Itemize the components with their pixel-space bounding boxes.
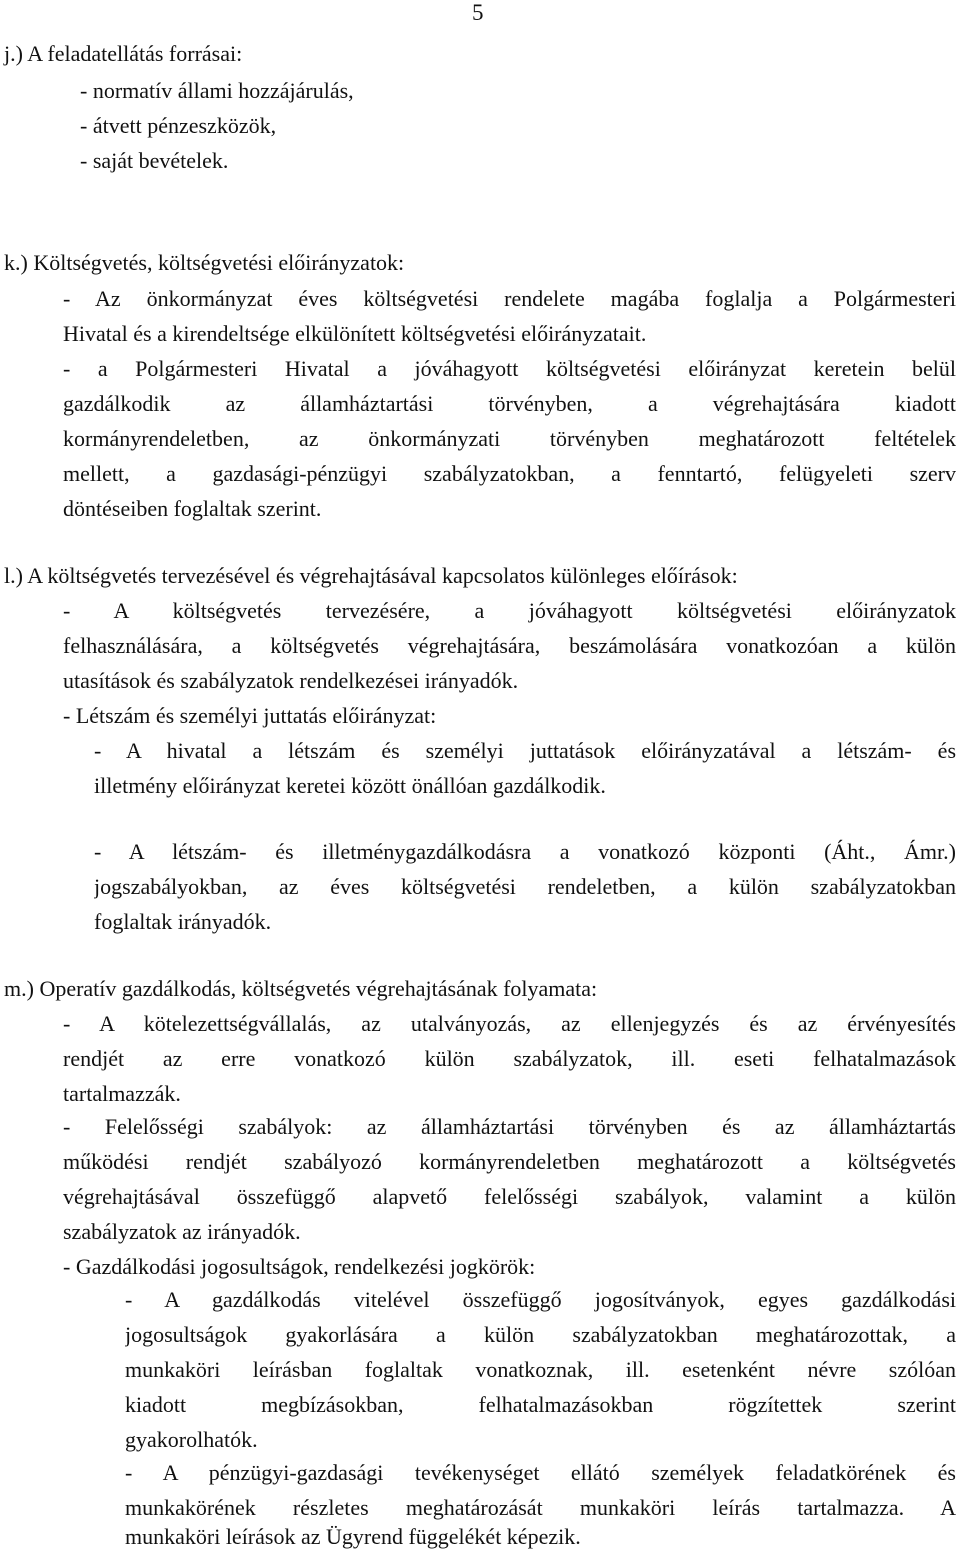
- section-m-subparagraph-line: gyakorolhatók.: [125, 1427, 258, 1452]
- section-l-subheading: - Létszám és személyi juttatás előirányzat:: [63, 703, 437, 728]
- section-l-subparagraph-line: illetmény előirányzat keretei között önállóan gazdálkodik.: [94, 773, 606, 798]
- section-k-paragraph-line: gazdálkodik az államháztartási törvényben, a végrehajtására kiadott: [63, 391, 956, 416]
- section-k-paragraph-line: Hivatal és a kirendeltsége elkülönített költségvetési előirányzatait.: [63, 321, 647, 346]
- section-m-paragraph-line: - A kötelezettségvállalás, az utalványozás, az ellenjegyzés és az érvényesítés: [63, 1011, 956, 1036]
- section-l-paragraph-line: utasítások és szabályzatok rendelkezései irányadók.: [63, 668, 519, 693]
- section-m-subheading: - Gazdálkodási jogosultságok, rendelkezési jogkörök:: [63, 1254, 536, 1279]
- section-l-subparagraph-line: jogszabályokban, az éves költségvetési rendeletben, a külön szabályzatokban: [94, 874, 956, 899]
- section-l-subparagraph-line: - A hivatal a létszám és személyi juttatások előirányzatával a létszám- és: [94, 738, 956, 763]
- section-m-paragraph-line: rendjét az erre vonatkozó külön szabályzatok, ill. eseti felhatalmazások: [63, 1046, 956, 1071]
- section-l-paragraph-line: - A költségvetés tervezésére, a jóváhagyott költségvetési előirányzatok: [63, 598, 956, 623]
- section-k-paragraph-line: kormányrendeletben, az önkormányzati törvényben meghatározott feltételek: [63, 426, 956, 451]
- section-m-paragraph-line: tartalmazzák.: [63, 1081, 181, 1106]
- section-k-paragraph-line: mellett, a gazdasági-pénzügyi szabályzatokban, a fenntartó, felügyeleti szerv: [63, 461, 956, 486]
- section-j-item: - normatív állami hozzájárulás,: [80, 78, 354, 103]
- section-l-heading: l.) A költségvetés tervezésével és végrehajtásával kapcsolatos különleges előírások:: [4, 563, 738, 588]
- section-m-subparagraph-line: - A gazdálkodás vitelével összefüggő jogosítványok, egyes gazdálkodási: [125, 1287, 956, 1312]
- section-m-subparagraph-line: jogosultságok gyakorlására a külön szabályzatokban meghatározottak, a: [125, 1322, 956, 1347]
- section-j-heading: j.) A feladatellátás forrásai:: [4, 41, 243, 66]
- section-m-subparagraph-line: munkaköri leírások az Ügyrend függelékét képezik.: [125, 1524, 581, 1549]
- page-number: 5: [472, 0, 484, 25]
- section-l-paragraph-line: felhasználására, a költségvetés végrehajtására, beszámolására vonatkozóan a külön: [63, 633, 956, 658]
- section-k-paragraph-line: - a Polgármesteri Hivatal a jóváhagyott költségvetési előirányzat keretein belül: [63, 356, 956, 381]
- section-m-paragraph-line: - Felelősségi szabályok: az államháztartási törvényben és az államháztartás: [63, 1114, 956, 1139]
- section-m-subparagraph-line: munkaköri leírásban foglaltak vonatkoznak, ill. esetenként névre szólóan: [125, 1357, 956, 1382]
- section-l-subparagraph-line: foglaltak irányadók.: [94, 909, 272, 934]
- section-l-subparagraph-line: - A létszám- és illetménygazdálkodásra a vonatkozó központi (Áht., Ámr.): [94, 839, 956, 864]
- section-j-item: - saját bevételek.: [80, 148, 229, 173]
- section-m-paragraph-line: szabályzatok az irányadók.: [63, 1219, 301, 1244]
- section-j-item: - átvett pénzeszközök,: [80, 113, 277, 138]
- section-m-subparagraph-line: kiadott megbízásokban, felhatalmazásokban rögzítettek szerint: [125, 1392, 956, 1417]
- section-m-paragraph-line: végrehajtásával összefüggő alapvető felelősségi szabályok, valamint a külön: [63, 1184, 956, 1209]
- section-k-paragraph-line: - Az önkormányzat éves költségvetési rendelete magába foglalja a Polgármesteri: [63, 286, 956, 311]
- section-k-heading: k.) Költségvetés, költségvetési előirányzatok:: [4, 250, 405, 275]
- section-m-heading: m.) Operatív gazdálkodás, költségvetés végrehajtásának folyamata:: [4, 976, 598, 1001]
- section-k-paragraph-line: döntéseiben foglaltak szerint.: [63, 496, 322, 521]
- section-m-paragraph-line: működési rendjét szabályozó kormányrendeletben meghatározott a költségvetés: [63, 1149, 956, 1174]
- section-m-subparagraph-line: - A pénzügyi-gazdasági tevékenységet ellátó személyek feladatkörének és: [125, 1460, 956, 1485]
- section-m-subparagraph-line: munkakörének részletes meghatározását munkaköri leírás tartalmazza. A: [125, 1495, 956, 1520]
